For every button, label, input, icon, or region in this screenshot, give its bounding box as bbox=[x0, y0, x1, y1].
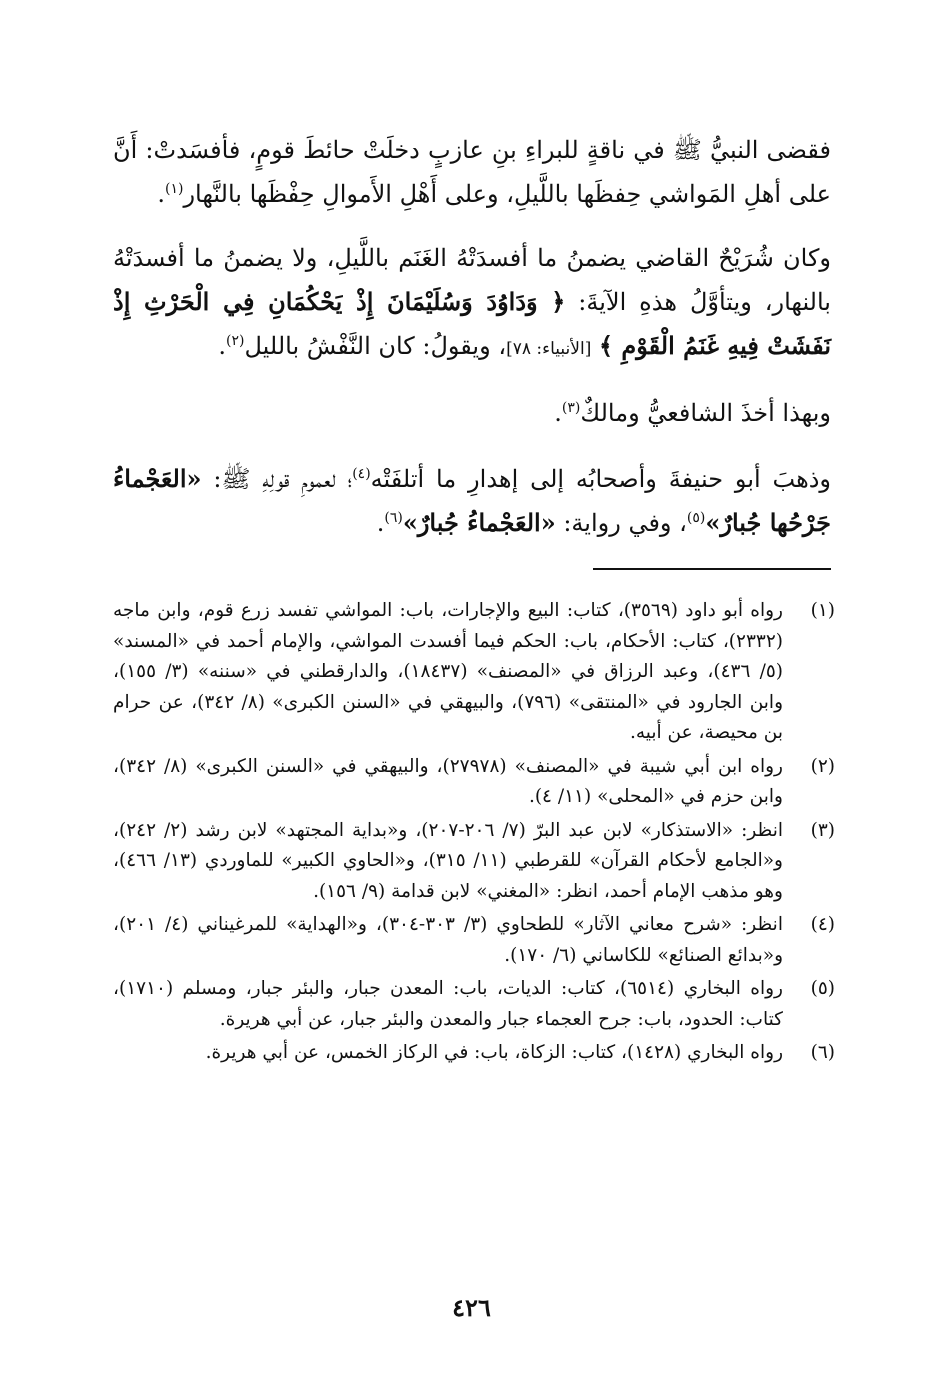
footnote-text: رواه أبو داود (٣٥٦٩)، كتاب: البيع والإجارات، باب: المواشي تفسد زرع قوم، وابن ماجه (٢٣٣٢)، كتاب: الأحكام، باب: الحكم فيما أفسدت المواشي، والإمام أحمد في «المسند» (٥/ ٤٣٦)، وعبد الرزاق في «المصنف» (١٨٤٣٧)، والدارقطني في «سننه» (٣/ ١٥٥)، وابن الجارود في «المنتقى» (٧٩٦)، والبيهقي في «السنن الكبرى» (٨/ ٣٤٢)، عن حرام بن محيصة، عن أبيه. bbox=[113, 600, 783, 743]
footnote-ref-2[interactable]: (٢) bbox=[226, 333, 245, 349]
footnote-1 bbox=[113, 596, 835, 749]
paragraph-2 bbox=[113, 236, 831, 371]
footnote-number: (٢) bbox=[810, 755, 835, 777]
quran-citation: [الأنبياء: ٧٨] bbox=[506, 339, 592, 359]
hadith-quote-1: «العَجْماءُ جَرْحُها جُبارٌ» bbox=[113, 464, 831, 537]
footnote-text: رواه ابن أبي شيبة في «المصنف» (٢٧٩٧٨)، والبيهقي في «السنن الكبرى» (٨/ ٣٤٢)، وابن حزم في «المحلى» (١١/ ٤). bbox=[113, 755, 783, 807]
footnote-number: (١) bbox=[810, 600, 835, 621]
main-text bbox=[113, 128, 831, 565]
paragraph-4 bbox=[113, 457, 831, 545]
paragraph-1-text: فقضى النبيُّ ﷺ في ناقةٍ للبراءِ بنِ عازبٍ دخلَتْ حائطَ قومٍ، فأفسَدتْ: أَنَّ على أهلِ المَواشي حِفظَها باللَّيلِ، وعلى أَهْلِ الأَموالِ حِفْظَها بالنَّهار bbox=[113, 136, 831, 208]
paragraph-4-end: . bbox=[376, 509, 385, 537]
footnote-number: (٣) bbox=[810, 819, 835, 841]
footnote-ref-5[interactable]: (٥) bbox=[686, 510, 706, 526]
footnote-text: رواه البخاري (٦٥١٤)، كتاب: الديات، باب: المعدن جبار، والبئر جبار، ومسلم (١٧١٠)، كتاب: الحدود، باب: جرح العجماء جبار والمعدن والبئر جبار، عن أبي هريرة. bbox=[113, 978, 783, 1030]
footnote-text: رواه البخاري (١٤٢٨)، كتاب: الزكاة، باب: في الركاز الخمس، عن أبي هريرة. bbox=[205, 1042, 783, 1063]
footnote-3 bbox=[113, 816, 835, 908]
paragraph-3 bbox=[113, 391, 831, 435]
paragraph-3-end: . bbox=[554, 399, 562, 427]
footnote-5 bbox=[113, 974, 835, 1035]
footnotes bbox=[113, 596, 835, 1072]
footnote-number: (٤) bbox=[810, 914, 835, 935]
paragraph-4-text-c: ، وفي رواية: bbox=[563, 509, 687, 537]
footnote-separator bbox=[593, 568, 831, 570]
footnote-4 bbox=[113, 910, 835, 971]
quran-verse: ﴿ وَدَاوُدَ وَسُلَيْمَانَ إِذْ يَحْكُمَانِ فِي الْحَرْثِ إِذْ نَفَشَتْ فِيهِ غَنَمُ الْقَوْمِ ﴾ bbox=[113, 287, 831, 360]
hadith-quote-2: «العَجْماءُ جُبارٌ» bbox=[402, 508, 556, 537]
paragraph-3-text: وبهذا أخذَ الشافعيُّ ومالكٌ bbox=[580, 399, 831, 427]
paragraph-1 bbox=[113, 128, 831, 216]
footnote-ref-6[interactable]: (٦) bbox=[384, 510, 403, 526]
footnote-number: (٦) bbox=[810, 1042, 835, 1063]
footnote-ref-1[interactable]: (١) bbox=[164, 181, 184, 197]
page-number: ٤٢٦ bbox=[452, 1293, 491, 1322]
footnote-ref-4[interactable]: (٤) bbox=[352, 466, 371, 482]
paragraph-1-end: . bbox=[157, 180, 165, 208]
footnote-ref-3[interactable]: (٣) bbox=[561, 400, 581, 416]
paragraph-2-end: . bbox=[218, 332, 227, 360]
footnote-number: (٥) bbox=[810, 978, 835, 999]
footnote-text: انظر: «الاستذكار» لابن عبد البرّ (٧/ ٢٠٦-٢٠٧)، و«بداية المجتهد» لابن رشد (٢/ ٢٤٢)، و«الجامع لأحكام القرآن» للقرطبي (١١/ ٣١٥)، و«الحاوي الكبير» للماوردي (١٣/ ٤٦٦)، وهو مذهب الإمام أحمد، انظر: «المغني» لابن قدامة (٩/ ١٥٦). bbox=[113, 819, 783, 902]
footnote-6 bbox=[113, 1038, 835, 1069]
paragraph-2-text-b: ، ويقولُ: كان النَّفْشُ بالليل bbox=[244, 332, 507, 360]
paragraph-2-text-a: وكان شُرَيْحٌ القاضي يضمنُ ما أفسدَتْهُ الغَنَم باللَّيلِ، ولا يضمنُ ما أفسدَتْهُ بالنهار، ويتأوَّلُ هذهِ الآيةَ: bbox=[113, 244, 831, 316]
footnote-2 bbox=[113, 752, 835, 813]
paragraph-4-text-b: ؛ لعمومِ قولِهِ ﷺ: bbox=[213, 465, 353, 493]
paragraph-4-text-a: وذهبَ أبو حنيفةَ وأصحابُه إلى إهدارِ ما أتلفَتْه bbox=[370, 465, 832, 493]
footnote-text: انظر: «شرح معاني الآثار» للطحاوي (٣/ ٣٠٣-٣٠٤)، و«الهداية» للمرغيناني (٤/ ٢٠١)، و«بدائع الصنائع» للكاساني (٦/ ١٧٠). bbox=[113, 914, 783, 966]
